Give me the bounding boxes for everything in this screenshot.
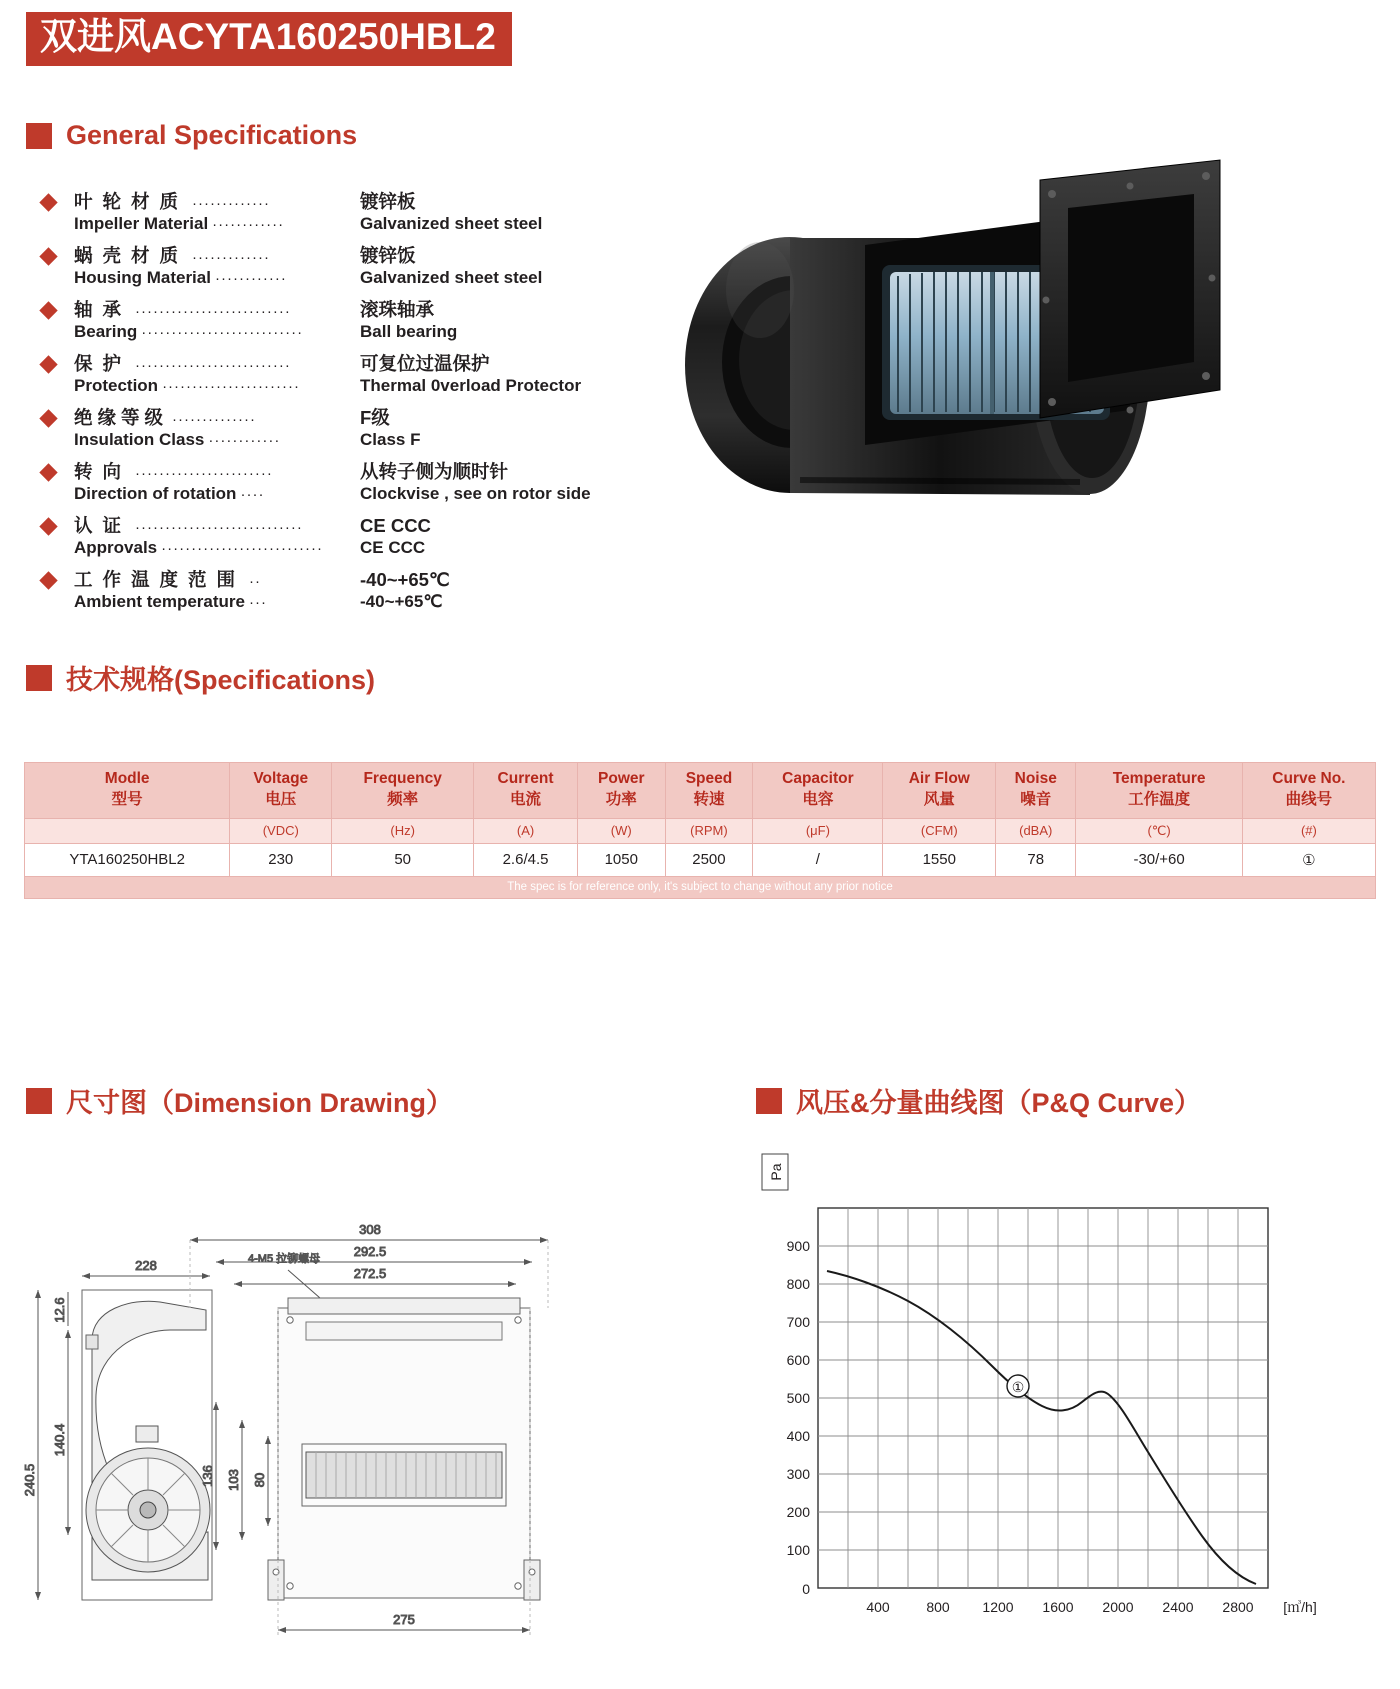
leader-dots: ···	[248, 594, 267, 611]
section-marker-icon	[26, 123, 52, 149]
spec-value-en: Thermal 0verload Protector	[360, 376, 582, 395]
leader-dots: ··············	[172, 411, 256, 428]
unit-cell: (℃)	[1076, 818, 1242, 843]
dim-top-272-5: 272.5	[353, 1266, 387, 1281]
leader-dots: ············	[208, 432, 281, 449]
spec-value-en: Clockvise , see on rotor side	[360, 484, 591, 503]
section-heading-pq	[756, 1081, 1201, 1120]
section-heading-pq-label: 风压&分量曲线图（P&Q Curve）	[796, 1088, 1202, 1118]
spec-label-en: Impeller Material	[74, 214, 209, 233]
section-heading-dimension	[26, 1081, 453, 1120]
y-tick-100: 100	[786, 1542, 810, 1558]
spec-item	[40, 566, 660, 612]
dim-left-136: 136	[200, 1465, 215, 1487]
table-note-row	[25, 876, 1376, 898]
spec-label-cn: 轴承	[74, 299, 132, 320]
th-voltage	[230, 763, 332, 819]
diamond-bullet-icon	[39, 571, 57, 589]
spec-value-en: Galvanized sheet steel	[360, 214, 543, 233]
cell-current: 2.6/4.5	[474, 843, 578, 876]
spec-value-cn: 可复位过温保护	[360, 353, 490, 374]
unit-cell	[25, 818, 230, 843]
spec-label-cn: 保护	[74, 353, 132, 374]
section-heading-specifications-label: 技术规格(Specifications)	[66, 665, 376, 695]
spec-label-cn: 蜗壳材质	[74, 245, 189, 266]
leader-dots: ··	[249, 573, 262, 590]
cell-voltage: 230	[230, 843, 332, 876]
cell-modle: YTA160250HBL2	[25, 843, 230, 876]
th-en: Temperature	[1112, 770, 1206, 787]
leader-dots: ·············	[192, 195, 270, 212]
dim-width: 228	[135, 1258, 157, 1273]
th-frequency	[332, 763, 474, 819]
th-cn: 工作温度	[1128, 790, 1191, 808]
th-en: Noise	[1014, 770, 1057, 787]
x-tick-0: 0	[802, 1581, 810, 1597]
th-en: Current	[497, 770, 554, 787]
leader-dots: ············	[214, 270, 287, 287]
th-en: Speed	[685, 770, 733, 787]
y-tick-900: 900	[786, 1238, 810, 1254]
spec-label-cn: 工作温度范围	[74, 569, 246, 590]
dim-top-292-5: 292.5	[353, 1244, 387, 1259]
cell-power: 1050	[577, 843, 665, 876]
dim-left-80: 80	[252, 1472, 267, 1488]
th-cn: 频率	[387, 790, 419, 808]
diamond-bullet-icon	[39, 517, 57, 535]
spec-item	[40, 404, 660, 450]
spec-value-en: Ball bearing	[360, 322, 458, 341]
section-marker-icon	[756, 1088, 782, 1114]
spec-value-cn: 镀锌板	[360, 191, 416, 212]
spec-value-en: Galvanized sheet steel	[360, 268, 543, 287]
spec-item	[40, 512, 660, 558]
th-en: Capacitor	[782, 770, 854, 787]
y-tick-500: 500	[786, 1390, 810, 1406]
diamond-bullet-icon	[39, 247, 57, 265]
table-note: The spec is for reference only, it's subject to change without any prior notice	[25, 876, 1376, 898]
spec-label-en: Housing Material	[74, 268, 211, 287]
unit-cell: (CFM)	[883, 818, 996, 843]
dim-bottom-275: 275	[393, 1612, 415, 1627]
th-en: Frequency	[363, 770, 442, 787]
page-title: 双进风ACYTA160250HBL2	[26, 12, 512, 66]
spec-value-cn: 镀锌饭	[360, 245, 416, 266]
diamond-bullet-icon	[39, 463, 57, 481]
section-heading-dimension-label: 尺寸图（Dimension Drawing）	[66, 1088, 454, 1118]
unit-cell: (dBA)	[996, 818, 1076, 843]
product-photo	[660, 150, 1280, 550]
cell-frequency: 50	[332, 843, 474, 876]
th-temperature	[1076, 763, 1242, 819]
spec-label-cn: 绝缘等级	[74, 407, 169, 428]
leader-dots: ············	[212, 216, 285, 233]
th-cn: 电压	[265, 790, 297, 808]
th-current	[474, 763, 578, 819]
dim-left-103: 103	[226, 1469, 241, 1491]
section-marker-icon	[26, 1088, 52, 1114]
spec-value-en: CE CCC	[360, 538, 426, 557]
spec-value-en: -40~+65℃	[360, 592, 443, 611]
unit-cell: (μF)	[753, 818, 883, 843]
leader-dots: ·······················	[135, 465, 273, 482]
specifications-table	[24, 762, 1376, 899]
cell-curve-no: ①	[1242, 843, 1375, 876]
x-tick-400: 400	[866, 1599, 890, 1615]
spec-label-en: Ambient temperature	[74, 592, 245, 611]
th-cn: 转速	[693, 790, 725, 808]
th-cn: 电流	[510, 790, 542, 808]
y-tick-200: 200	[786, 1504, 810, 1520]
section-heading-general-label: General Specifications	[66, 120, 358, 150]
th-en: Power	[598, 770, 645, 787]
dim-total-height: 240.5	[22, 1463, 37, 1497]
th-capacitor	[753, 763, 883, 819]
spec-item	[40, 296, 660, 342]
th-power	[577, 763, 665, 819]
leader-dots: ···························	[161, 540, 324, 557]
x-tick-1200: 1200	[982, 1599, 1014, 1615]
dim-mid-height: 140.4	[52, 1423, 67, 1457]
unit-cell: (VDC)	[230, 818, 332, 843]
y-tick-800: 800	[786, 1276, 810, 1292]
x-axis-unit: [㎥/h]	[1283, 1599, 1317, 1615]
spec-label-en: Insulation Class	[74, 430, 205, 449]
th-cn: 电容	[802, 790, 834, 808]
spec-label-en: Approvals	[74, 538, 158, 557]
th-airflow	[883, 763, 996, 819]
x-tick-1600: 1600	[1042, 1599, 1074, 1615]
th-cn: 风量	[923, 790, 955, 808]
general-specification-list	[40, 188, 660, 620]
table-row	[25, 843, 1376, 876]
x-tick-800: 800	[926, 1599, 950, 1615]
th-modle	[25, 763, 230, 819]
diamond-bullet-icon	[39, 355, 57, 373]
y-tick-300: 300	[786, 1466, 810, 1482]
dim-note: 4-M5 拉铆螺母	[248, 1253, 321, 1265]
table-units-row	[25, 818, 1376, 843]
th-en: Voltage	[253, 770, 309, 787]
section-heading-general	[26, 120, 357, 151]
y-axis-unit: Pa	[768, 1163, 784, 1181]
spec-value-cn: F级	[360, 407, 390, 428]
leader-dots: ····························	[135, 519, 303, 536]
spec-item	[40, 350, 660, 396]
dim-small-height: 12.6	[52, 1297, 67, 1323]
spec-label-cn: 叶轮材质	[74, 191, 189, 212]
pq-curve-chart	[740, 1140, 1380, 1660]
cell-temperature: -30/+60	[1076, 843, 1242, 876]
th-en: Modle	[104, 770, 150, 787]
x-tick-2400: 2400	[1162, 1599, 1194, 1615]
spec-value-cn: -40~+65℃	[360, 569, 450, 590]
th-cn: 型号	[111, 790, 143, 808]
th-cn: 噪音	[1020, 790, 1052, 808]
leader-dots: ····	[240, 486, 265, 503]
spec-label-en: Protection	[74, 376, 159, 395]
x-tick-2800: 2800	[1222, 1599, 1254, 1615]
section-heading-specifications	[26, 658, 375, 697]
y-tick-600: 600	[786, 1352, 810, 1368]
diamond-bullet-icon	[39, 193, 57, 211]
unit-cell: (#)	[1242, 818, 1375, 843]
th-speed	[665, 763, 753, 819]
spec-item	[40, 242, 660, 288]
spec-value-en: Class F	[360, 430, 421, 449]
spec-label-en: Bearing	[74, 322, 138, 341]
leader-dots: ··························	[135, 303, 291, 320]
y-tick-700: 700	[786, 1314, 810, 1330]
spec-label-cn: 认证	[74, 515, 132, 536]
th-curve-no	[1242, 763, 1375, 819]
unit-cell: (A)	[474, 818, 578, 843]
spec-item	[40, 188, 660, 234]
diamond-bullet-icon	[39, 301, 57, 319]
leader-dots: ·······················	[162, 378, 300, 395]
spec-item	[40, 458, 660, 504]
cell-airflow: 1550	[883, 843, 996, 876]
unit-cell: (W)	[577, 818, 665, 843]
th-cn: 功率	[605, 790, 637, 808]
spec-label-cn: 转向	[74, 461, 132, 482]
th-en: Air Flow	[908, 770, 970, 787]
leader-dots: ···························	[141, 324, 304, 341]
cell-speed: 2500	[665, 843, 753, 876]
table-header-row	[25, 763, 1376, 819]
th-en: Curve No.	[1272, 770, 1346, 787]
unit-cell: (RPM)	[665, 818, 753, 843]
x-tick-2000: 2000	[1102, 1599, 1134, 1615]
leader-dots: ··························	[135, 357, 291, 374]
diamond-bullet-icon	[39, 409, 57, 427]
th-noise	[996, 763, 1076, 819]
spec-value-cn: CE CCC	[360, 515, 431, 536]
spec-value-cn: 滚珠轴承	[360, 299, 435, 320]
spec-label-en: Direction of rotation	[74, 484, 237, 503]
cell-noise: 78	[996, 843, 1076, 876]
dim-top-308: 308	[359, 1222, 381, 1237]
cell-capacitor: /	[753, 843, 883, 876]
y-tick-400: 400	[786, 1428, 810, 1444]
spec-value-cn: 从转子侧为顺时针	[360, 461, 509, 482]
th-cn: 曲线号	[1285, 790, 1333, 808]
section-marker-icon	[26, 665, 52, 691]
dimension-drawing	[20, 1180, 720, 1660]
curve-label: ①	[1011, 1379, 1025, 1395]
leader-dots: ·············	[192, 249, 270, 266]
unit-cell: (Hz)	[332, 818, 474, 843]
